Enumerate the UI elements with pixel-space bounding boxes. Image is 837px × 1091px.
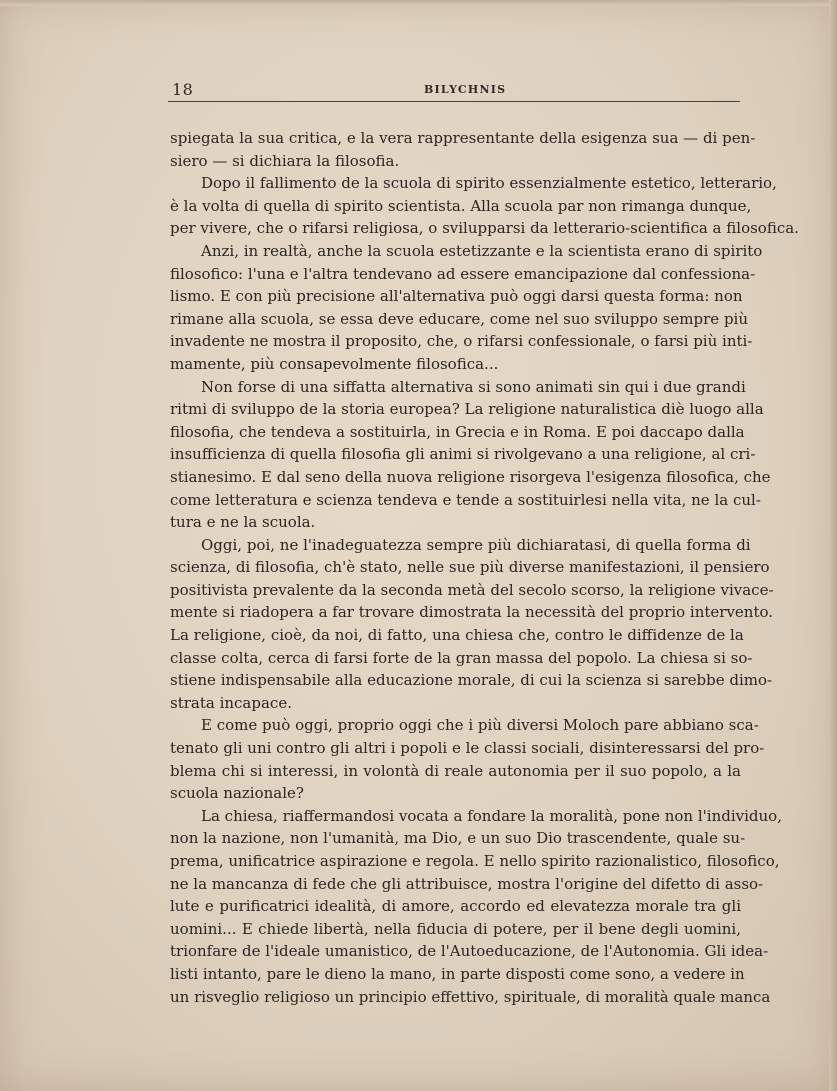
text-line: mente si riadopera a far trovare dimostrata la necessità del proprio intervento. <box>170 603 774 622</box>
text-line: classe colta, cerca di farsi forte de la gran massa del popolo. La chiesa si so- <box>170 648 753 667</box>
header-rule <box>168 101 740 102</box>
text-line: invadente ne mostra il proposito, che, o rifarsi confessionale, o farsi più inti- <box>170 332 753 351</box>
paragraph <box>170 376 771 534</box>
text-line: scienza, di filosofia, ch'è stato, nelle sue più diverse manifestazioni, il pensiero <box>170 558 770 577</box>
text-line: positivista prevalente da la seconda metà del secolo scorso, la religione vivace- <box>170 580 774 599</box>
paragraph <box>170 714 765 804</box>
text-line: rimane alla scuola, se essa deve educare, come nel suo sviluppo sempre più <box>170 309 749 328</box>
text-line: strata incapace. <box>170 693 292 712</box>
text-line: filosofia, che tendeva a sostituirla, in Grecia e in Roma. E poi daccapo dalla <box>170 422 745 441</box>
text-line: tenato gli uni contro gli altri i popoli e le classi sociali, disinteressarsi del pro- <box>170 739 765 758</box>
text-line: scuola nazionale? <box>170 784 304 803</box>
text-line: un risveglio religioso un principio effettivo, spirituale, di moralità quale manca <box>170 987 771 1006</box>
text-line: spiegata la sua critica, e la vera rappresentante della esigenza sua — di pen- <box>170 129 756 147</box>
text-line: tura e ne la scuola. <box>170 513 316 532</box>
text-line: Oggi, poi, ne l'inadeguatezza sempre più dichiaratasi, di quella forma di <box>201 535 751 554</box>
paragraph <box>170 805 782 1008</box>
text-line: prema, unificatrice aspirazione e regola. E nello spirito razionalistico, filosofico, <box>170 852 780 870</box>
text-line: insufficienza di quella filosofia gli animi si rivolgevano a una religione, al cri- <box>170 445 756 464</box>
text-line: trionfare de l'ideale umanistico, de l'Autoeducazione, de l'Autonomia. Gli idea- <box>170 942 769 961</box>
text-line: filosofico: l'una e l'altra tendevano ad essere emancipazione dal confessiona- <box>170 264 756 283</box>
page-number: 18 <box>172 80 194 99</box>
text-line: Non forse di una siffatta alternativa si sono animati sin qui i due grandi <box>201 377 746 396</box>
text-line: Anzi, in realtà, anche la scuola estetizzante e la scientista erano di spirito <box>201 241 763 260</box>
text-line: ne la mancanza di fede che gli attribuisce, mostra l'origine del difetto di asso- <box>170 874 764 893</box>
text-line: lismo. E con più precisione all'alternativa può oggi darsi questa forma: non <box>170 287 743 306</box>
page-top-edge <box>0 0 837 6</box>
text-line: non la nazione, non l'umanità, ma Dio, e un suo Dio trascendente, quale su- <box>170 829 746 848</box>
page-header <box>168 78 741 102</box>
text-line: è la volta di quella di spirito scientista. Alla scuola par non rimanga dunque, <box>170 196 752 215</box>
text-line: listi intanto, pare le dieno la mano, in parte disposti come sono, a vedere in <box>170 964 745 983</box>
text-line: uomini... E chiede libertà, nella fiducia di potere, per il bene degli uomini, <box>170 919 741 938</box>
paragraph <box>170 127 756 172</box>
text-line: siero — si dichiara la filosofia. <box>170 151 400 170</box>
text-line: E come può oggi, proprio oggi che i più diversi Moloch pare abbiano sca- <box>201 716 759 735</box>
text-line: lute e purificatrici idealità, di amore, accordo ed elevatezza morale tra gli <box>170 897 741 916</box>
paragraph <box>170 534 774 715</box>
body-text <box>170 127 799 1008</box>
text-line: blema chi si interessi, in volontà di reale autonomia per il suo popolo, a la <box>170 761 741 780</box>
text-line: come letteratura e scienza tendeva e tende a sostituirlesi nella vita, ne la cul- <box>170 490 761 509</box>
text-line: stianesimo. E dal seno della nuova religione risorgeva l'esigenza filosofica, che <box>170 467 771 486</box>
text-line: Dopo il fallimento de la scuola di spirito essenzialmente estetico, letterario, <box>201 174 777 193</box>
text-line: La religione, cioè, da noi, di fatto, una chiesa che, contro le diffidenze de la <box>170 626 744 645</box>
text-line: mamente, più consapevolmente filosofica... <box>170 354 499 373</box>
text-line: ritmi di sviluppo de la storia europea? La religione naturalistica diè luogo alla <box>170 400 764 419</box>
paragraph <box>170 172 799 240</box>
paragraph <box>170 240 763 376</box>
text-line: stiene indispensabile alla educazione morale, di cui la scienza si sarebbe dimo- <box>170 671 773 690</box>
text-line: La chiesa, riaffermandosi vocata a fondare la moralità, pone non l'individuo, <box>201 806 782 825</box>
page-right-edge <box>829 0 837 1091</box>
text-line: per vivere, che o rifarsi religiosa, o svilupparsi da letterario-scientifica a filosofica. <box>170 219 799 238</box>
running-title: BILYCHNIS <box>424 83 507 96</box>
